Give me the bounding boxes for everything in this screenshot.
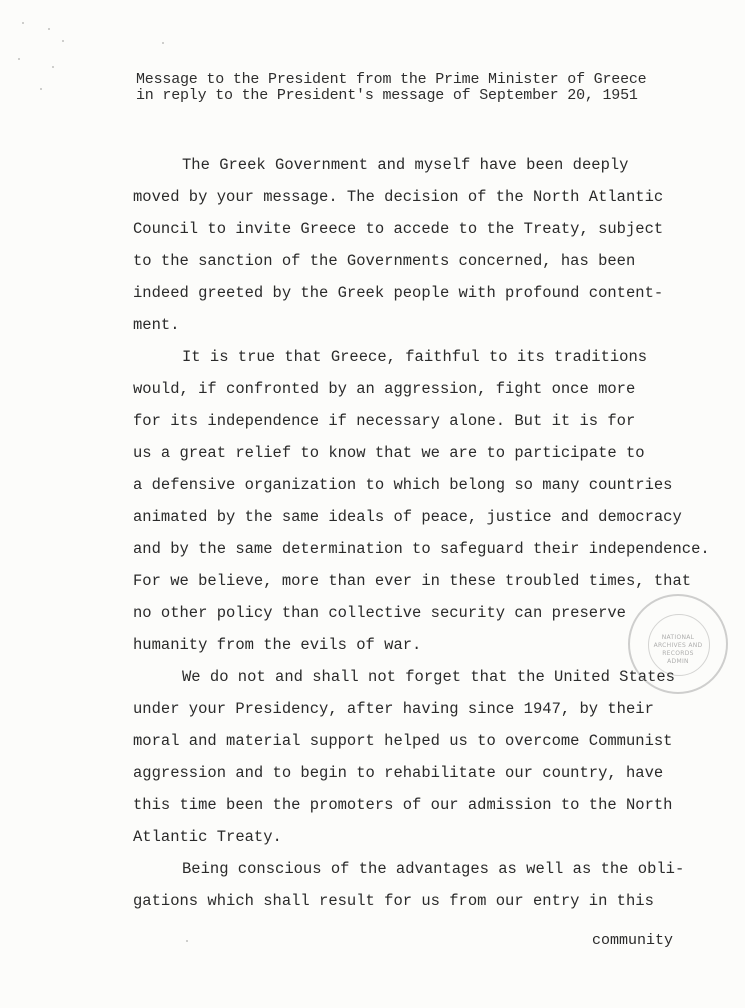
- body-line: this time been the promoters of our admission to the North: [133, 796, 673, 814]
- paper-speck: [62, 40, 64, 42]
- body-line: It is true that Greece, faithful to its traditions: [182, 348, 648, 366]
- body-line: under your Presidency, after having since 1947, by their: [133, 700, 654, 718]
- body-line: For we believe, more than ever in these troubled times, that: [133, 572, 692, 590]
- paper-speck: [162, 42, 164, 44]
- body-line: and by the same determination to safeguard their independence.: [133, 540, 710, 558]
- stamp-center-text: [630, 634, 726, 666]
- stamp-line: ARCHIVES AND: [653, 642, 703, 649]
- body-line: animated by the same ideals of peace, justice and democracy: [133, 508, 682, 526]
- body-line: aggression and to begin to rehabilitate our country, have: [133, 764, 664, 782]
- body-line: moved by your message. The decision of the North Atlantic: [133, 188, 664, 206]
- body-line: Council to invite Greece to accede to the Treaty, subject: [133, 220, 664, 238]
- body-line: We do not and shall not forget that the United States: [182, 668, 675, 686]
- body-line: Atlantic Treaty.: [133, 828, 282, 846]
- stamp-line: NATIONAL: [661, 634, 695, 641]
- stamp-line: ADMIN: [667, 658, 689, 665]
- body-line: would, if confronted by an aggression, fight once more: [133, 380, 636, 398]
- archive-stamp: [628, 594, 728, 694]
- body-line: ment.: [133, 316, 180, 334]
- heading-line: in reply to the President's message of September 20, 1951: [136, 87, 638, 104]
- stamp-line: RECORDS: [662, 650, 694, 657]
- catchword: community: [592, 932, 674, 949]
- paper-speck: [18, 58, 20, 60]
- paper-speck: [48, 28, 50, 30]
- body-line: a defensive organization to which belong so many countries: [133, 476, 673, 494]
- body-line: moral and material support helped us to overcome Communist: [133, 732, 673, 750]
- body-line: us a great relief to know that we are to participate to: [133, 444, 645, 462]
- body-line: indeed greeted by the Greek people with profound content-: [133, 284, 664, 302]
- body-line: Being conscious of the advantages as well as the obli-: [182, 860, 685, 878]
- paper-speck: [186, 940, 188, 942]
- paper-speck: [52, 66, 54, 68]
- body-line: humanity from the evils of war.: [133, 636, 422, 654]
- body-line: for its independence if necessary alone. But it is for: [133, 412, 636, 430]
- body-line: The Greek Government and myself have been deeply: [182, 156, 629, 174]
- paper-speck: [22, 22, 24, 24]
- heading-line: Message to the President from the Prime Minister of Greece: [136, 71, 647, 88]
- document-heading: [136, 72, 716, 104]
- body-line: to the sanction of the Governments concerned, has been: [133, 252, 636, 270]
- letter-body: [133, 149, 733, 917]
- body-line: gations which shall result for us from our entry in this: [133, 892, 654, 910]
- body-line: no other policy than collective security can preserve: [133, 604, 626, 622]
- paper-speck: [40, 88, 42, 90]
